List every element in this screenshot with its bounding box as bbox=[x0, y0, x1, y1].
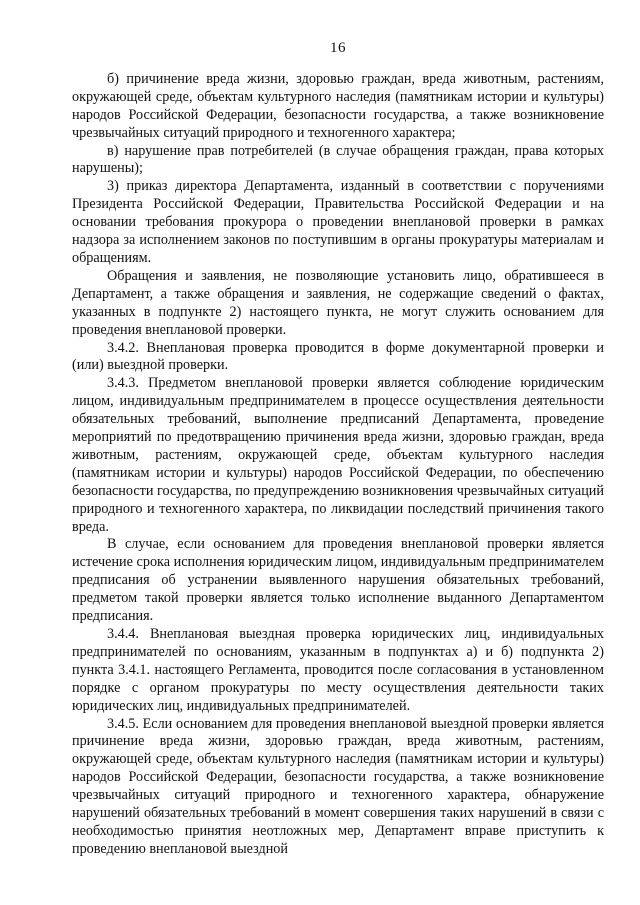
page-number: 16 bbox=[330, 40, 346, 56]
paragraph-3-4-4: 3.4.4. Внеплановая выездная проверка юридических лиц, индивидуальных предпринимателей по основаниям, указанным в подпунктах а) и б) подпункта 2) пункта 3.4.1. настоящего Регламента, проводится после согласования в установленном порядке с органом прокуратуры по месту осуществления деятельности таких юридических лиц, индивидуальных предпринимателей. bbox=[72, 626, 604, 714]
paragraph-3-4-5: 3.4.5. Если основанием для проведения внеплановой выездной проверки является причинение вреда жизни, здоровью граждан, вреда животным, растениям, окружающей среде, объектам культурного наследия (памятникам истории и культуры) народов Российской Федерации, безопасности государства, а также возникновение чрезвычайных ситуаций природного и техногенного характера, обнаружение нарушений обязательных требований в момент совершения таких нарушений в связи с необходимостью принятия неотложных мер, Департамент вправе приступить к проведению внеплановой выездной bbox=[72, 715, 604, 857]
paragraph-expired-deadline: В случае, если основанием для проведения внеплановой проверки является истечение срока исполнения юридическим лицом, индивидуальным предпринимателем предписания об устранении выявленного нарушения обязательных требований, предметом такой проверки является только исполнение выданного Департаментом предписания. bbox=[72, 536, 604, 625]
paragraph-anonymous-appeals: Обращения и заявления, не позволяющие установить лицо, обратившееся в Департамент, а также обращения и заявления, не содержащие сведений о фактах, указанных в подпункте 2) настоящего пункта, не могут служить основанием для проведения внеплановой проверки. bbox=[72, 267, 604, 338]
paragraph-3-4-3: 3.4.3. Предметом внеплановой проверки является соблюдение юридическим лицом, индивидуальным предпринимателем в процессе осуществления деятельности обязательных требований, выполнение предписаний Департамента, проведение мероприятий по предотвращению причинения вреда жизни, здоровью граждан, вреда животным, растениям, окружающей среде, объектам культурного наследия (памятникам истории и культуры) народов Российской Федерации, по обеспечению безопасности государства, по предупреждению возникновения чрезвычайных ситуаций природного и техногенного характера, по ликвидации последствий причинения такого вреда. bbox=[72, 375, 604, 535]
paragraph-consumer-rights: в) нарушение прав потребителей (в случае обращения граждан, права которых нарушены); bbox=[72, 142, 604, 177]
document-page bbox=[72, 40, 604, 859]
paragraph-harm-emergencies: б) причинение вреда жизни, здоровью граждан, вреда животным, растениям, окружающей среде, объектам культурного наследия (памятникам истории и культуры) народов Российской Федерации, безопасности государства, а также возникновение чрезвычайных ситуаций природного и техногенного характера; bbox=[72, 70, 604, 141]
paragraph-director-order: 3) приказ директора Департамента, изданный в соответствии с поручениями Президента Российской Федерации, Правительства Российской Федерации и на основании требования прокурора о проведении внеплановой проверки в рамках надзора за исполнением законов по поступившим в органы прокуратуры материалам и обращениям. bbox=[72, 178, 604, 266]
paragraph-3-4-2: 3.4.2. Внеплановая проверка проводится в форме документарной проверки и (или) выездной проверки. bbox=[72, 339, 604, 374]
